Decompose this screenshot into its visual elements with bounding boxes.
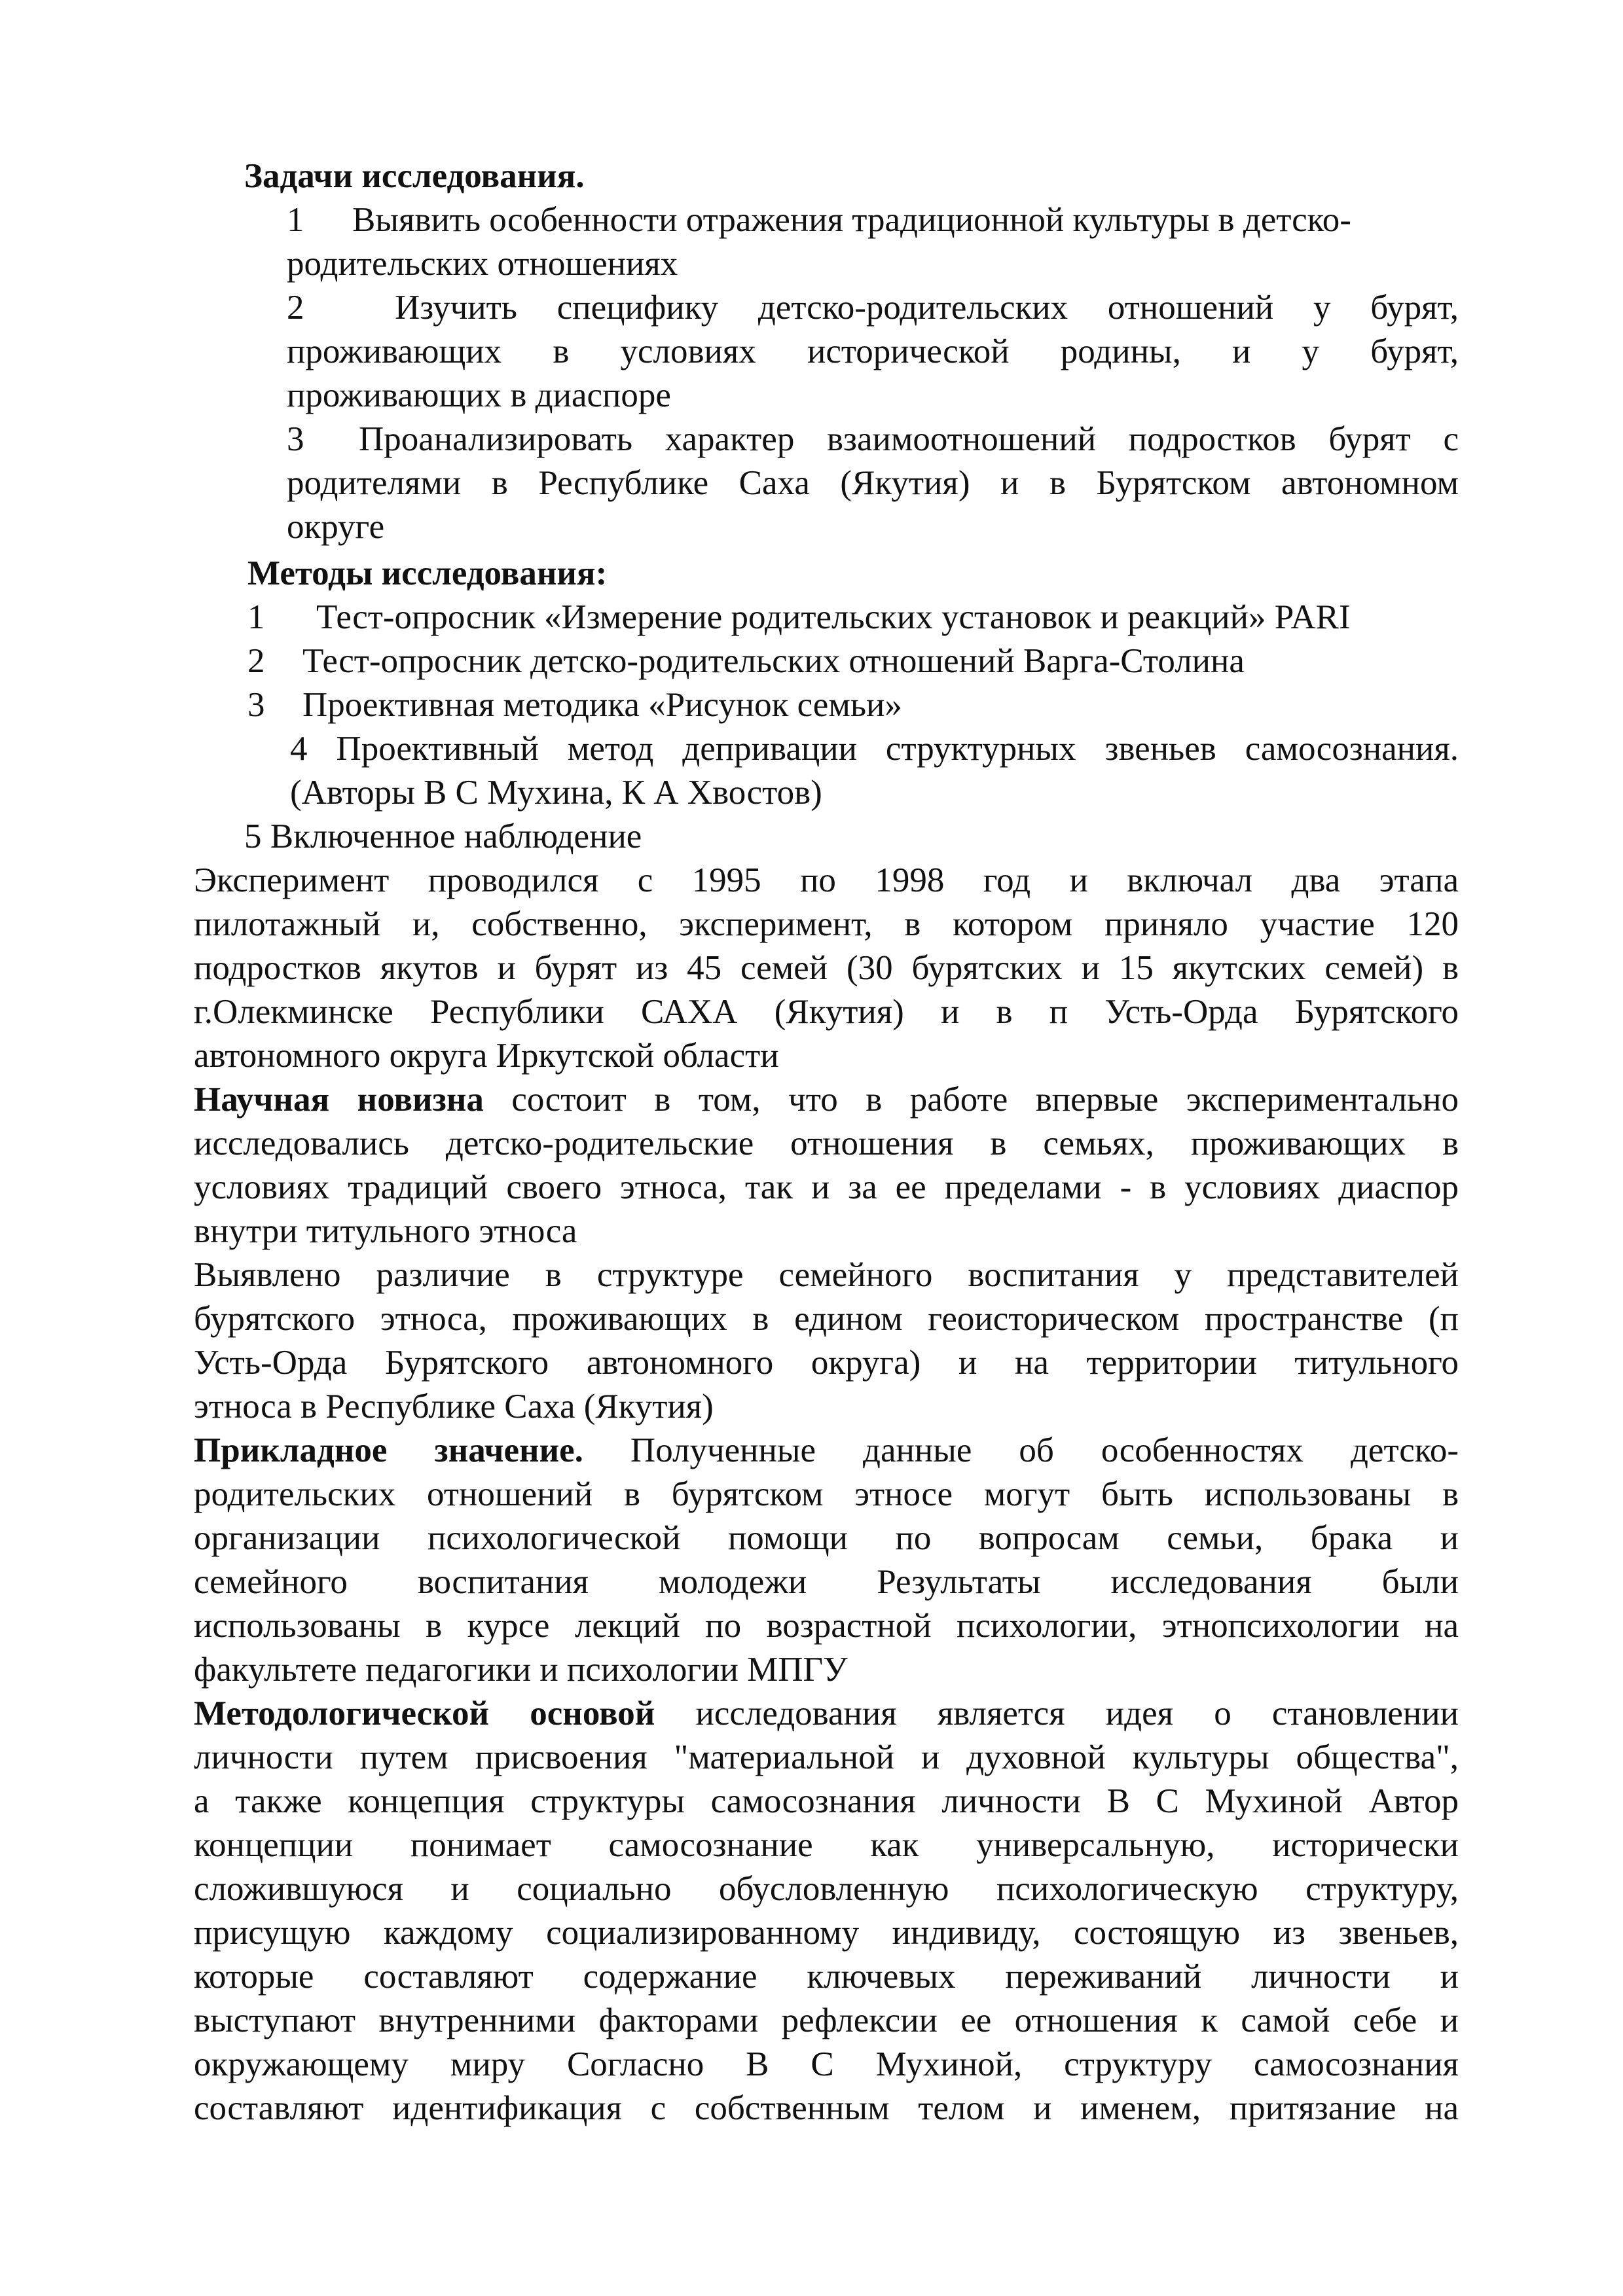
novelty-label: Научная новизна <box>194 1081 484 1119</box>
method-1: 1 Тест-опросник «Измерение родительских установок и реакций» PARI <box>247 596 1351 639</box>
experiment-line-4: г.Олекминске Республики САХА (Якутия) и в п Усть-Орда Бурятского <box>194 993 1459 1031</box>
methodology-line-3: а также концепция структуры самосознания личности В С Мухиной Автор <box>194 1782 1459 1820</box>
method-4-number: 4 <box>290 730 308 768</box>
methodology-line-7: которые составляют содержание ключевых переживаний личности и <box>194 1958 1459 1996</box>
finding-line-1: Выявлено различие в структуре семейного воспитания у представителей <box>194 1256 1459 1294</box>
applied-line-1: Прикладное значение. Полученные данные об особенностях детско- <box>194 1431 1459 1469</box>
methodology-line-1: Методологической основой исследования является идея о становлении <box>194 1695 1459 1732</box>
task-3-line-1: 3 Проанализировать характер взаимоотношений подростков бурят с <box>287 418 1459 461</box>
applied-line-2: родительских отношений в бурятском этносе могут быть использованы в <box>194 1475 1459 1513</box>
task-2-line-1: 2 Изучить специфику детско-родительских отношений у бурят, <box>287 286 1459 330</box>
novelty-line-4: внутри титульного этноса <box>194 1212 577 1250</box>
finding-line-4: этноса в Республике Саха (Якутия) <box>194 1388 714 1426</box>
novelty-line-1: Научная новизна состоит в том, что в работе впервые экспериментально <box>194 1081 1459 1119</box>
methodology-line-9: окружающему миру Согласно В С Мухиной, структуру самосознания <box>194 2045 1459 2083</box>
methodology-line-5: сложившуюся и социально обусловленную психологическую структуру, <box>194 1870 1459 1908</box>
novelty-line-2: исследовались детско-родительские отношения в семьях, проживающих в <box>194 1124 1459 1162</box>
method-3-number: 3 <box>247 686 265 724</box>
method-2: 2 Тест-опросник детско-родительских отношений Варга-Столина <box>247 639 1245 683</box>
task-1-number: 1 <box>287 201 304 239</box>
task-1-line-1: 1 Выявить особенности отражения традиционной культуры в детско- <box>287 198 1459 242</box>
methodology-line-8: выступают внутренними факторами рефлексии ее отношения к самой себе и <box>194 2001 1459 2039</box>
applied-line-4: семейного воспитания молодежи Результаты исследования были <box>194 1563 1459 1601</box>
method-3: 3 Проективная методика «Рисунок семьи» <box>247 683 902 727</box>
task-3-line-2: родителями в Республике Саха (Якутия) и в Бурятском автономном <box>287 464 1459 502</box>
method-4-line-2: (Авторы В С Мухина, К А Хвостов) <box>290 774 822 812</box>
experiment-line-2: пилотажный и, собственно, эксперимент, в котором приняло участие 120 <box>194 905 1459 943</box>
novelty-line-3: условиях традиций своего этноса, так и за ее пределами - в условиях диаспор <box>194 1168 1459 1206</box>
applied-line-6: факультете педагогики и психологии МПГУ <box>194 1651 848 1689</box>
finding-line-2: бурятского этноса, проживающих в едином геоисторическом пространстве (п <box>194 1300 1459 1338</box>
experiment-line-1: Эксперимент проводился с 1995 по 1998 год и включал два этапа <box>194 861 1459 899</box>
method-1-number: 1 <box>247 598 265 636</box>
methodology-line-4: концепции понимает самосознание как универсальную, исторически <box>194 1826 1459 1864</box>
method-2-number: 2 <box>247 642 265 680</box>
task-2-line-2: проживающих в условиях исторической родины, и у бурят, <box>287 332 1459 370</box>
method-5-number: 5 <box>244 817 262 855</box>
applied-line-5: использованы в курсе лекций по возрастной психологии, этнопсихологии на <box>194 1607 1459 1645</box>
tasks-heading: Задачи исследования. <box>244 157 585 195</box>
methodology-label: Методологической основой <box>194 1695 655 1732</box>
finding-line-3: Усть-Орда Бурятского автономного округа) и на территории титульного <box>194 1344 1459 1382</box>
methodology-line-2: личности путем присвоения "материальной и духовной культуры общества", <box>194 1738 1459 1776</box>
task-2-number: 2 <box>287 289 304 327</box>
method-4-line-1: 4 Проективный метод депривации структурных звеньев самосознания. <box>290 730 1459 768</box>
task-2-line-3: проживающих в диаспоре <box>287 376 671 414</box>
applied-label: Прикладное значение. <box>194 1431 583 1469</box>
methodology-line-10: составляют идентификация с собственным телом и именем, притязание на <box>194 2089 1459 2127</box>
applied-line-3: организации психологической помощи по вопросам семьи, брака и <box>194 1519 1459 1557</box>
method-5: 5 Включенное наблюдение <box>244 817 642 855</box>
task-3-line-3: округе <box>287 508 385 546</box>
task-3-number: 3 <box>287 420 304 458</box>
experiment-line-3: подростков якутов и бурят из 45 семей (30 бурятских и 15 якутских семей) в <box>194 949 1459 987</box>
experiment-line-5: автономного округа Иркутской области <box>194 1037 779 1075</box>
methods-heading: Методы исследования: <box>247 554 608 592</box>
methodology-line-6: присущую каждому социализированному индивиду, состоящую из звеньев, <box>194 1914 1459 1952</box>
task-1-line-2: родительских отношениях <box>287 245 678 283</box>
